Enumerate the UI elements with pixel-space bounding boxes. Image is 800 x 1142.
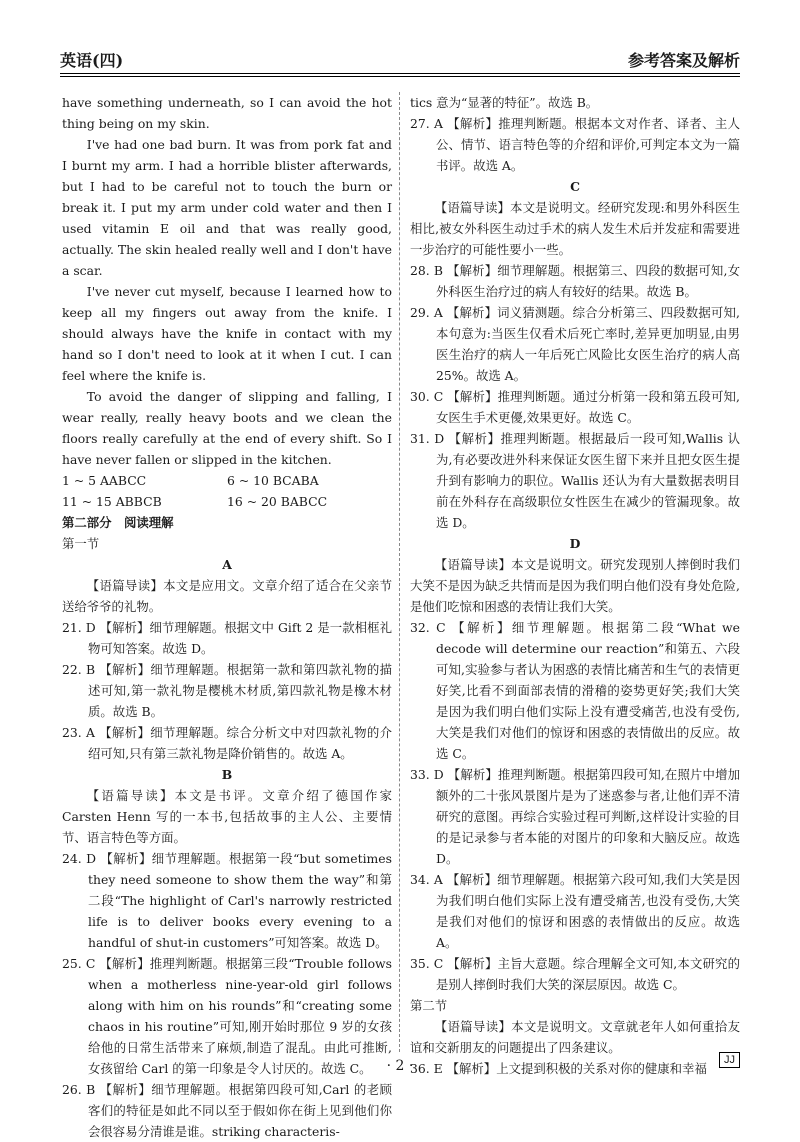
- paragraph: I've had one bad burn. It was from pork fat and I burnt my arm. I had a horrible blister afterwards, but I had to be careful not to touch the burn or break it. I put my arm under cold water and then I used vitamin E oil and that was really good, actually. The skin healed really well and I don't have a scar.: [62, 137, 392, 278]
- answer-key-row: [62, 470, 392, 491]
- paragraph: 【语篇导读】本文是说明文。经研究发现:和男外科医生相比,被女外科医生动过手术的病人发生术后并发症和需要进一步治疗的可能性要小一些。: [410, 200, 740, 257]
- answer-explanation: 25. C 【解析】推理判断题。根据第三段“Trouble follows when a motherless nine-year-old girl follows along with him on his rounds”和“creating some chaos in his routine”可知,刚开始时那位 9 岁的女孩给他的日常生活带来了麻烦,制造了混乱。由此可推断,女孩留给 Carl 的第一印象是令人讨厌的。故选 C。: [62, 956, 392, 1076]
- passage-label: D: [569, 536, 581, 551]
- header-rule-bottom: [60, 76, 740, 77]
- paragraph: 【语篇导读】本文是书评。文章介绍了德国作家 Carsten Henn 写的一本书,包括故事的主人公、主要情节、语言特色等方面。: [62, 788, 392, 845]
- page-header: [60, 48, 740, 76]
- paragraph: 【语篇导读】本文是说明文。文章就老年人如何重拾友谊和交新朋友的问题提出了四条建议。: [410, 1019, 740, 1055]
- answer-explanation: 36. E 【解析】上文提到积极的关系对你的健康和幸福: [410, 1061, 707, 1076]
- answer-explanation: 23. A 【解析】细节理解题。综合分析文中对四款礼物的介绍可知,只有第三款礼物是降价销售的。故选 A。: [62, 725, 392, 761]
- answer-explanation: 34. A 【解析】细节理解题。根据第六段可知,我们大笑是因为我们明白他们实际上没有遭受痛苦,也没有受伤,大笑是我们对他们的惊讶和困惑的表情做出的反应。故选 A。: [410, 872, 740, 950]
- answer-explanation: 27. A 【解析】推理判断题。根据本文对作者、译者、主人公、情节、语言特色等的介绍和评价,可判定本文为一篇书评。故选 A。: [410, 116, 740, 173]
- answer-explanation: 29. A 【解析】词义猜测题。综合分析第三、四段数据可知,本句意为:当医生仅看术后死亡率时,差异更加明显,由男医生治疗的病人一年后死亡风险比女医生治疗的病人高 25%。故选 A。: [410, 305, 740, 383]
- paragraph: 第一节: [62, 536, 100, 551]
- answer-explanation: 26. B 【解析】细节理解题。根据第四段可知,Carl 的老顾客们的特征是如此不同以至于假如你在街上见到他们你会很容易分清谁是谁。striking characteris-: [62, 1082, 392, 1139]
- column-divider: [399, 92, 400, 1052]
- answer-key: 16 ~ 20 BABCC: [227, 494, 328, 509]
- answer-explanation: 33. D 【解析】推理判断题。根据第四段可知,在照片中增加额外的二十张风景图片是为了迷惑参与者,让他们弄不清研究的意图。再综合实验过程可判断,这样设计实验的目的是记录参与者本能的对图片的印象和大脑反应。故选 D。: [410, 767, 740, 866]
- paragraph: To avoid the danger of slipping and falling, I wear really, really heavy boots and we clean the floors really carefully at the end of every shift. So I have never fallen or slipped in the kitchen.: [62, 389, 392, 467]
- answer-explanation: 32. C 【解析】细节理解题。根据第二段“What we decode will determine our reaction”和第五、六段可知,实验参与者认为困惑的表情比痛苦和生气的表情更好笑,比看不到面部表情的滑稽的姿势更好笑;我们大笑是因为我们明白他们实际上没有遭受痛苦,也没有受伤,大笑是我们对他们的惊讶和困惑的表情做出的反应。故选 C。: [410, 620, 740, 761]
- paragraph: 第二节: [410, 998, 448, 1013]
- answer-key-row: [62, 491, 392, 512]
- answer-explanation: 31. D 【解析】推理判断题。根据最后一段可知,Wallis 认为,有必要改进外科来保证女医生留下来并且把女医生提升到有影响力的职位。Wallis 还认为有大量数据表明目前在外科存在高级职位女性医生在减少的管漏现象。故选 D。: [410, 431, 740, 530]
- answer-key: 6 ~ 10 BCABA: [227, 473, 319, 488]
- publisher-badge: JJ: [719, 1052, 740, 1068]
- subject-title: 英语(四): [60, 51, 124, 70]
- page-number: · 2 ·: [386, 1058, 414, 1074]
- answer-explanation: 35. C 【解析】主旨大意题。综合理解全文可知,本文研究的是别人摔倒时我们大笑的深层原因。故选 C。: [410, 956, 740, 992]
- paragraph: I've never cut myself, because I learned how to keep all my fingers out away from the knife. I should always have the knife in contact with my hand so I don't need to look at it when I cut. I can feel where the knife is.: [62, 284, 392, 383]
- answer-explanation: 30. C 【解析】推理判断题。通过分析第一段和第五段可知,女医生手术更優,效果更好。故选 C。: [410, 389, 740, 425]
- answer-explanation: 24. D 【解析】细节理解题。根据第一段“but sometimes they need someone to show them the way”和第二段“The highlight of Carl's narrowly restricted life is to deliver books every evening to a handful of shut-in customers”可知答案。故选 D。: [62, 851, 392, 950]
- right-column: [410, 92, 740, 1079]
- passage-label: A: [222, 557, 232, 572]
- answer-explanation: 22. B 【解析】细节理解题。根据第一款和第四款礼物的描述可知,第一款礼物是樱桃木材质,第四款礼物是橡木材质。故选 B。: [62, 662, 392, 719]
- section-title: 参考答案及解析: [627, 51, 740, 70]
- section-heading: 第二部分 阅读理解: [62, 515, 174, 530]
- answer-key: 1 ~ 5 AABCC: [62, 473, 147, 488]
- left-column: [62, 92, 392, 1142]
- answer-explanation: 21. D 【解析】细节理解题。根据文中 Gift 2 是一款相框礼物可知答案。故选 D。: [62, 620, 392, 656]
- paragraph: 【语篇导读】本文是应用文。文章介绍了适合在父亲节送给爷爷的礼物。: [62, 578, 392, 614]
- paragraph: 【语篇导读】本文是说明文。研究发现别人摔倒时我们大笑不是因为缺乏共情而是因为我们明白他们没有身处危险,是他们吃惊和困惑的表情让我们大笑。: [410, 557, 740, 614]
- passage-label: B: [221, 767, 233, 782]
- header-rule-top: [60, 73, 740, 74]
- paragraph: have something underneath, so I can avoid the hot thing being on my skin.: [62, 95, 392, 131]
- passage-label: C: [570, 179, 580, 194]
- paragraph: tics 意为“显著的特征”。故选 B。: [410, 95, 599, 110]
- answer-explanation: 28. B 【解析】细节理解题。根据第三、四段的数据可知,女外科医生治疗过的病人有较好的结果。故选 B。: [410, 263, 740, 299]
- answer-key: 11 ~ 15 ABBCB: [62, 494, 162, 509]
